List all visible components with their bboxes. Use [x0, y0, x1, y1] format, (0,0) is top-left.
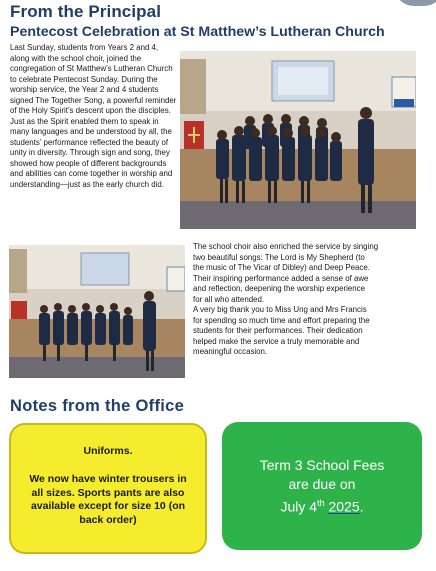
fees-year: 2025 [328, 498, 360, 515]
fees-date [222, 494, 422, 517]
paragraph-2-line: for spending so much time and effort preparing the [193, 315, 370, 325]
corner-decoration [394, 0, 436, 6]
paragraph-2-line: The school choir also enriched the service by singing [193, 242, 379, 251]
fees-line-1: Term 3 School Fees [259, 457, 385, 473]
fees-date-day: July 4 [280, 498, 318, 515]
paragraph-2-line: A very big thank you to Miss Ung and Mrs Francis [193, 305, 367, 314]
principal-heading: From the Principal [10, 2, 162, 21]
paragraph-2-line: for all who attended. [193, 294, 265, 304]
fees-date-end: . [359, 498, 364, 515]
office-heading: Notes from the Office [10, 397, 185, 415]
paragraph-2-line: Their inspiring performance added a sense of awe [193, 273, 369, 283]
uniform-notice-text: We now have winter trousers in all sizes. Sports pants are also available except for size 10 (on back order) [29, 473, 187, 526]
choir-photo-large [180, 51, 416, 229]
paragraph-2-line: helped make the service a truly memorable and [193, 336, 360, 346]
fees-date-suffix: th [317, 498, 325, 508]
choir-photo-small [9, 245, 185, 378]
school-fees-notice [222, 422, 422, 550]
paragraph-2-line: two beautiful songs: The Lord is My Shepherd (to [193, 252, 365, 262]
paragraph-2-line: the music of The Vicar of Dibley) and Deep Peace. [193, 263, 370, 272]
uniform-notice [9, 423, 207, 554]
article-title: Pentecost Celebration at St Matthew’s Lutheran Church [10, 24, 385, 40]
article-paragraph-1: Last Sunday, students from Years 2 and 4, along with the school choir, joined the congregation of St Matthew’s Lutheran Church to celebrate Pentecost Sunday. During the worship service, the Year 2 and 4 students signed The Together Song, a powerful reminder of the Holy Spirit’s descent upon the disciples. Just as the Spirit enabled them to speak in many languages and be understood by all, the students’ performance reflected the beauty of unity in diversity. Through sign and song, they showed how people of different backgrounds and abilities can come together in worship and understanding—just as the early church did. [10, 43, 177, 189]
uniform-notice-title: Uniforms. [83, 445, 133, 457]
paragraph-2-line: students for their performances. Their dedication [193, 326, 363, 335]
fees-line-2: are due on [288, 476, 356, 492]
article-paragraph-2 [193, 242, 421, 358]
school-fees-text [222, 456, 422, 517]
paragraph-2-line: and reflection, deepening the worship experience [193, 284, 365, 293]
paragraph-2-line: meaningful occasion. [193, 347, 268, 356]
